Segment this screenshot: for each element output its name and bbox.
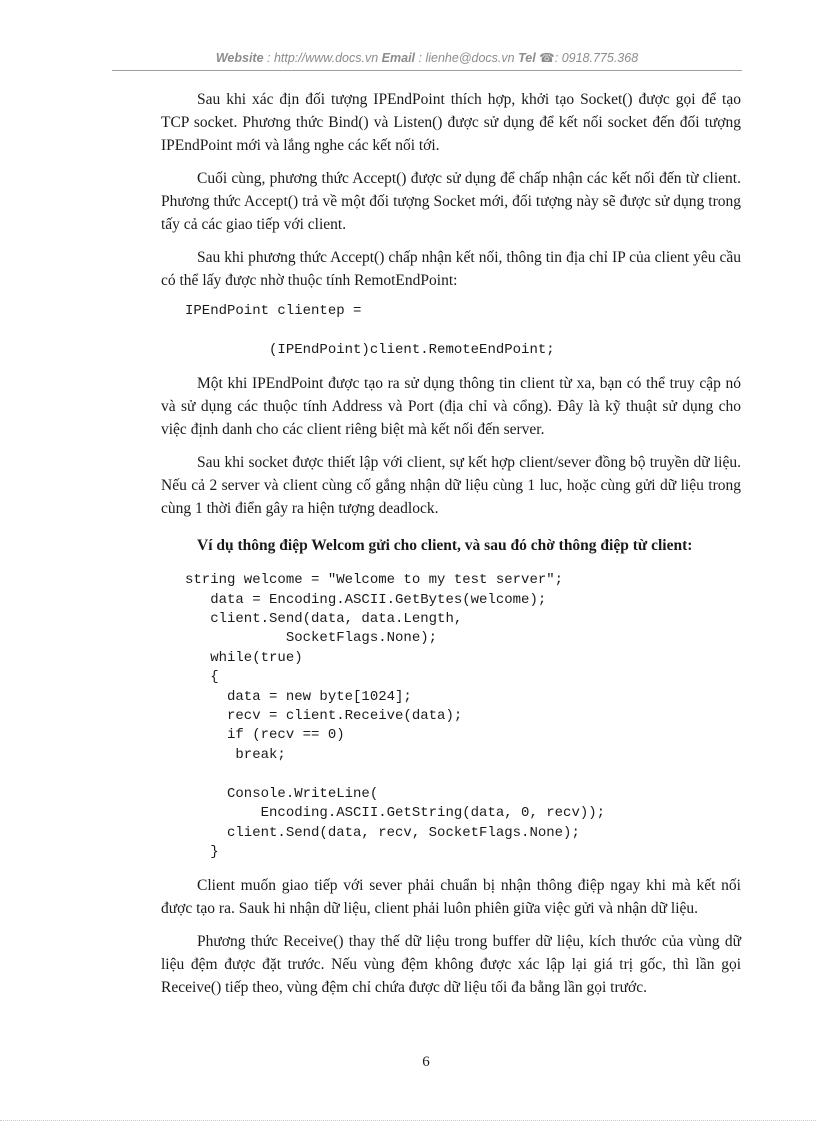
email-value: : lienhe@docs.vn [418,51,515,65]
email-label: Email [381,51,416,65]
example-heading: Ví dụ thông điệp Welcom gửi cho client, và sau đó chờ thông điệp từ client: [197,537,693,555]
phone-icon: ☎ [539,51,555,65]
paragraph-deadlock: Sau khi socket được thiết lập với client, sự kết hợp client/sever đồng bộ truyền dữ liệu. Nếu cả 2 server và client cùng cố gắng nhận dữ liệu cùng 1 luc, hoặc cùng gửi dữ liệu trong cùng 1 thời điển gây ra hiện tượng deadlock. [161,454,741,518]
code-block-welcome: string welcome = "Welcome to my test server"; data = Encoding.ASCII.GetBytes(welcome); client.Send(data, data.Length, SocketFlags.None); while(true) { data = new byte[1024]; recv = client.Receive(data); if (recv == 0) break; Console.WriteLine( Encoding.ASCII.GetString(data, 0, recv)); client.Send(data, recv, SocketFlags.None); } [185,572,606,860]
paragraph-accept: Cuối cùng, phương thức Accept() được sử dụng để chấp nhận các kết nối đến từ client. Phương thức Accept() trả về một đối tượng Socket mới, đối tượng này sẽ được sử dụng trong tấy cả các giao tiếp với client. [161,170,741,233]
paragraph-remote-endpoint: Sau khi phương thức Accept() chấp nhận kết nối, thông tin địa chỉ IP của client yêu cầu có thể lấy được nhờ thuộc tính RemotEndPoint: [161,249,769,289]
code-block-clientep: IPEndPoint clientep = (IPEndPoint)client.RemoteEndPoint; [185,303,555,358]
website-value: : http://www.docs.vn [267,51,379,65]
tel-label: Tel [518,51,536,65]
header-divider [112,70,742,71]
document-body [161,88,769,1009]
paragraph-socket-setup: Sau khi xác địn đối tượng IPEndPoint thích hợp, khởi tạo Socket() được gọi để tạo TCP socket. Phương thức Bind() và Listen() được sử dụng để kết nối socket đến đối tượng IPEndPoint mới và lắng nghe các kết nối tới. [161,91,741,154]
paragraph-receive-buffer: Phương thức Receive() thay thế dữ liệu trong buffer dữ liệu, kích thước của vùng dữ liệu đệm được đặt trước. Nếu vùng đệm không được xác lập lại giá trị gốc, thì lần gọi Receive() tiếp theo, vùng đệm chỉ chứa được dữ liệu tối đa bằng lần gọi trước. [161,933,741,997]
website-label: Website [215,51,264,65]
page-header [112,50,742,65]
paragraph-client-receive: Client muốn giao tiếp với sever phải chuẩn bị nhận thông điệp ngay khi mà kết nối được tạo ra. Sauk hi nhận dữ liệu, client phải luôn phiên giữa việc gửi và nhận dữ liệu. [161,877,741,918]
tel-value: : 0918.775.368 [554,51,639,65]
paragraph-ipendpoint: Một khi IPEndPoint được tạo ra sử dụng thông tin client từ xa, bạn có thể truy cập nó và sử dụng các thuộc tính Address và Port (địa chỉ và cổng). Đây là kỹ thuật sử dụng cho việc định danh cho các client riêng biệt mà kết nối đến server. [161,375,741,439]
page-number: 6 [422,1054,430,1070]
footer-divider [0,1120,816,1121]
